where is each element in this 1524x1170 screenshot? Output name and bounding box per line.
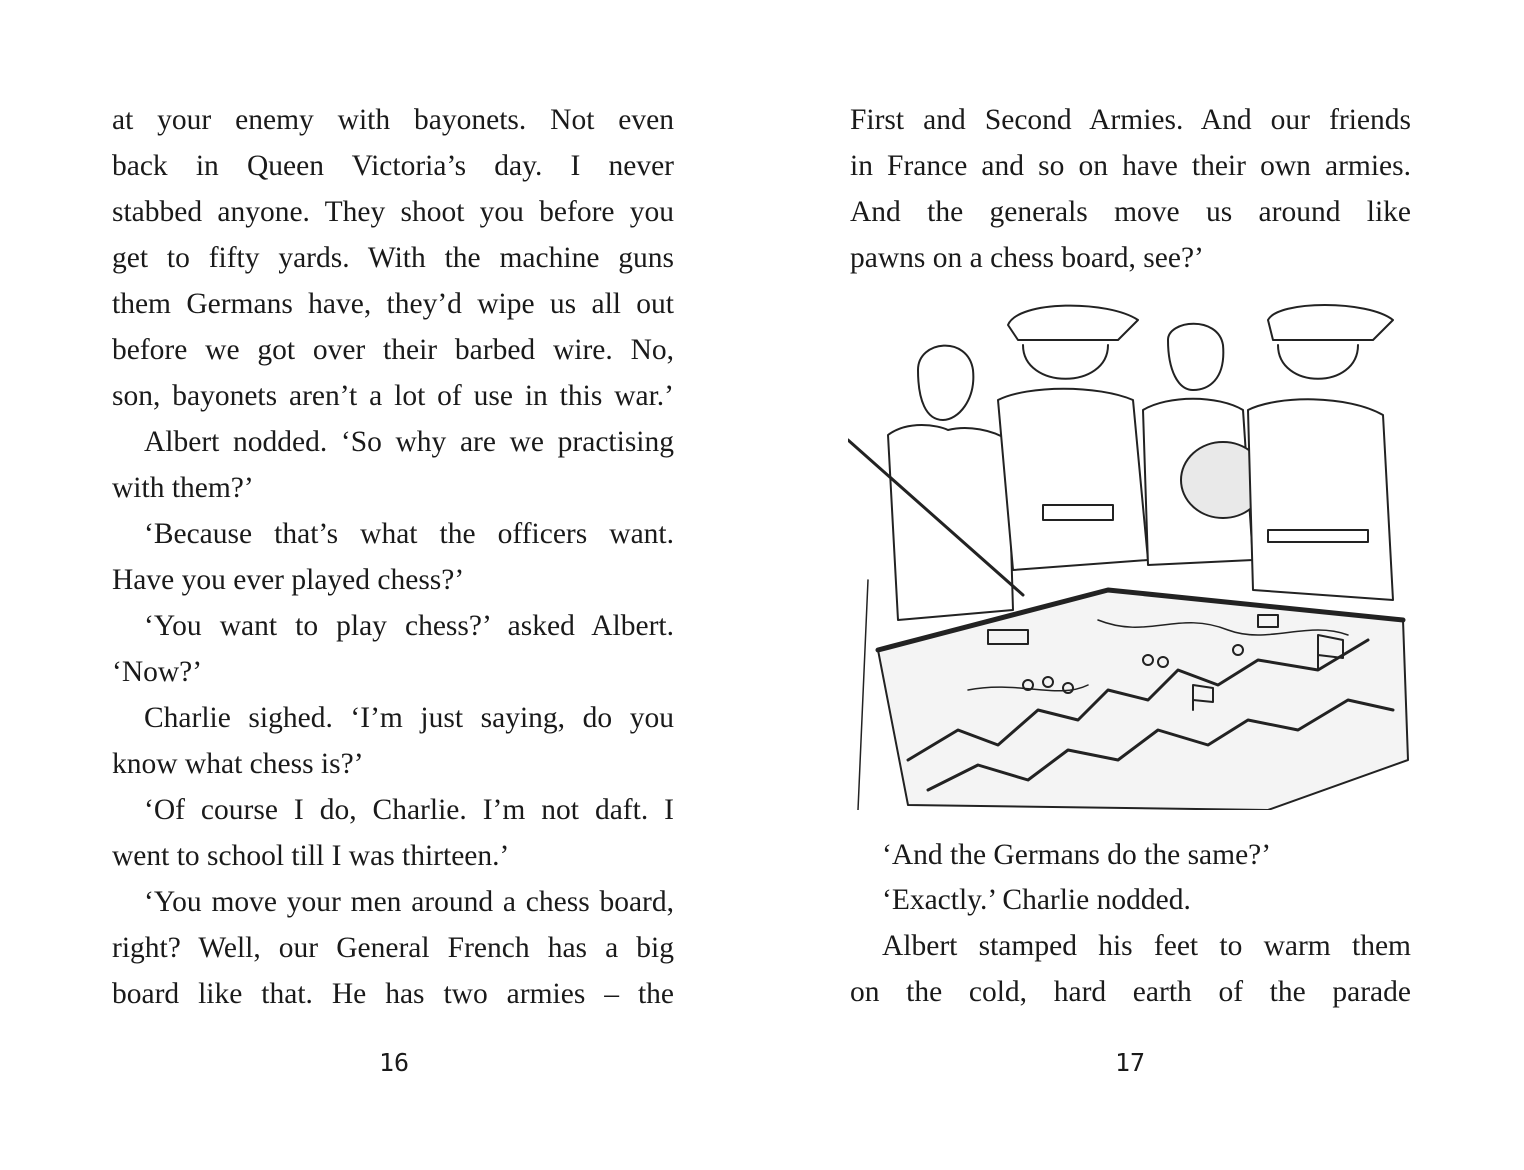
text-line: went to school till I was thirteen.’ — [112, 840, 510, 872]
text-line: pawns on a chess board, see?’ — [850, 242, 1204, 274]
text-line: son, bayonets aren’t a lot of use in this war.’ — [112, 380, 674, 412]
text-line: know what chess is?’ — [112, 748, 364, 780]
text-line: First and Second Armies. And our friends — [850, 104, 1411, 136]
text-line: ‘Of course I do, Charlie. I’m not daft. I — [144, 794, 674, 826]
text-line: at your enemy with bayonets. Not even — [112, 104, 674, 136]
text-line: ‘You move your men around a chess board, — [144, 886, 674, 918]
text-line: get to fifty yards. With the machine guns — [112, 242, 674, 274]
text-line: with them?’ — [112, 472, 254, 504]
text-line: back in Queen Victoria’s day. I never — [112, 150, 674, 182]
text-line: board like that. He has two armies – the — [112, 978, 674, 1010]
text-line: ‘Because that’s what the officers want. — [144, 518, 674, 550]
text-line: them Germans have, they’d wipe us all out — [112, 288, 674, 320]
generals-map-illustration — [848, 290, 1410, 810]
text-line: on the cold, hard earth of the parade — [850, 976, 1411, 1008]
text-line: Albert stamped his feet to warm them — [882, 930, 1411, 962]
text-line: stabbed anyone. They shoot you before you — [112, 196, 674, 228]
text-line: in France and so on have their own armies. — [850, 150, 1411, 182]
text-line: Charlie sighed. ‘I’m just saying, do you — [144, 702, 674, 734]
text-line: ‘You want to play chess?’ asked Albert. — [144, 610, 674, 642]
text-line: right? Well, our General French has a big — [112, 932, 674, 964]
page-number: 17 — [1114, 1048, 1146, 1077]
text-line: ‘Exactly.’ Charlie nodded. — [882, 884, 1191, 916]
text-line: ‘And the Germans do the same?’ — [882, 839, 1272, 871]
text-line: Have you ever played chess?’ — [112, 564, 465, 596]
page-number: 16 — [378, 1048, 410, 1077]
text-line: ‘Now?’ — [112, 656, 203, 688]
text-line: Albert nodded. ‘So why are we practising — [144, 426, 674, 458]
text-line: before we got over their barbed wire. No, — [112, 334, 674, 366]
text-line: And the generals move us around like — [850, 196, 1411, 228]
